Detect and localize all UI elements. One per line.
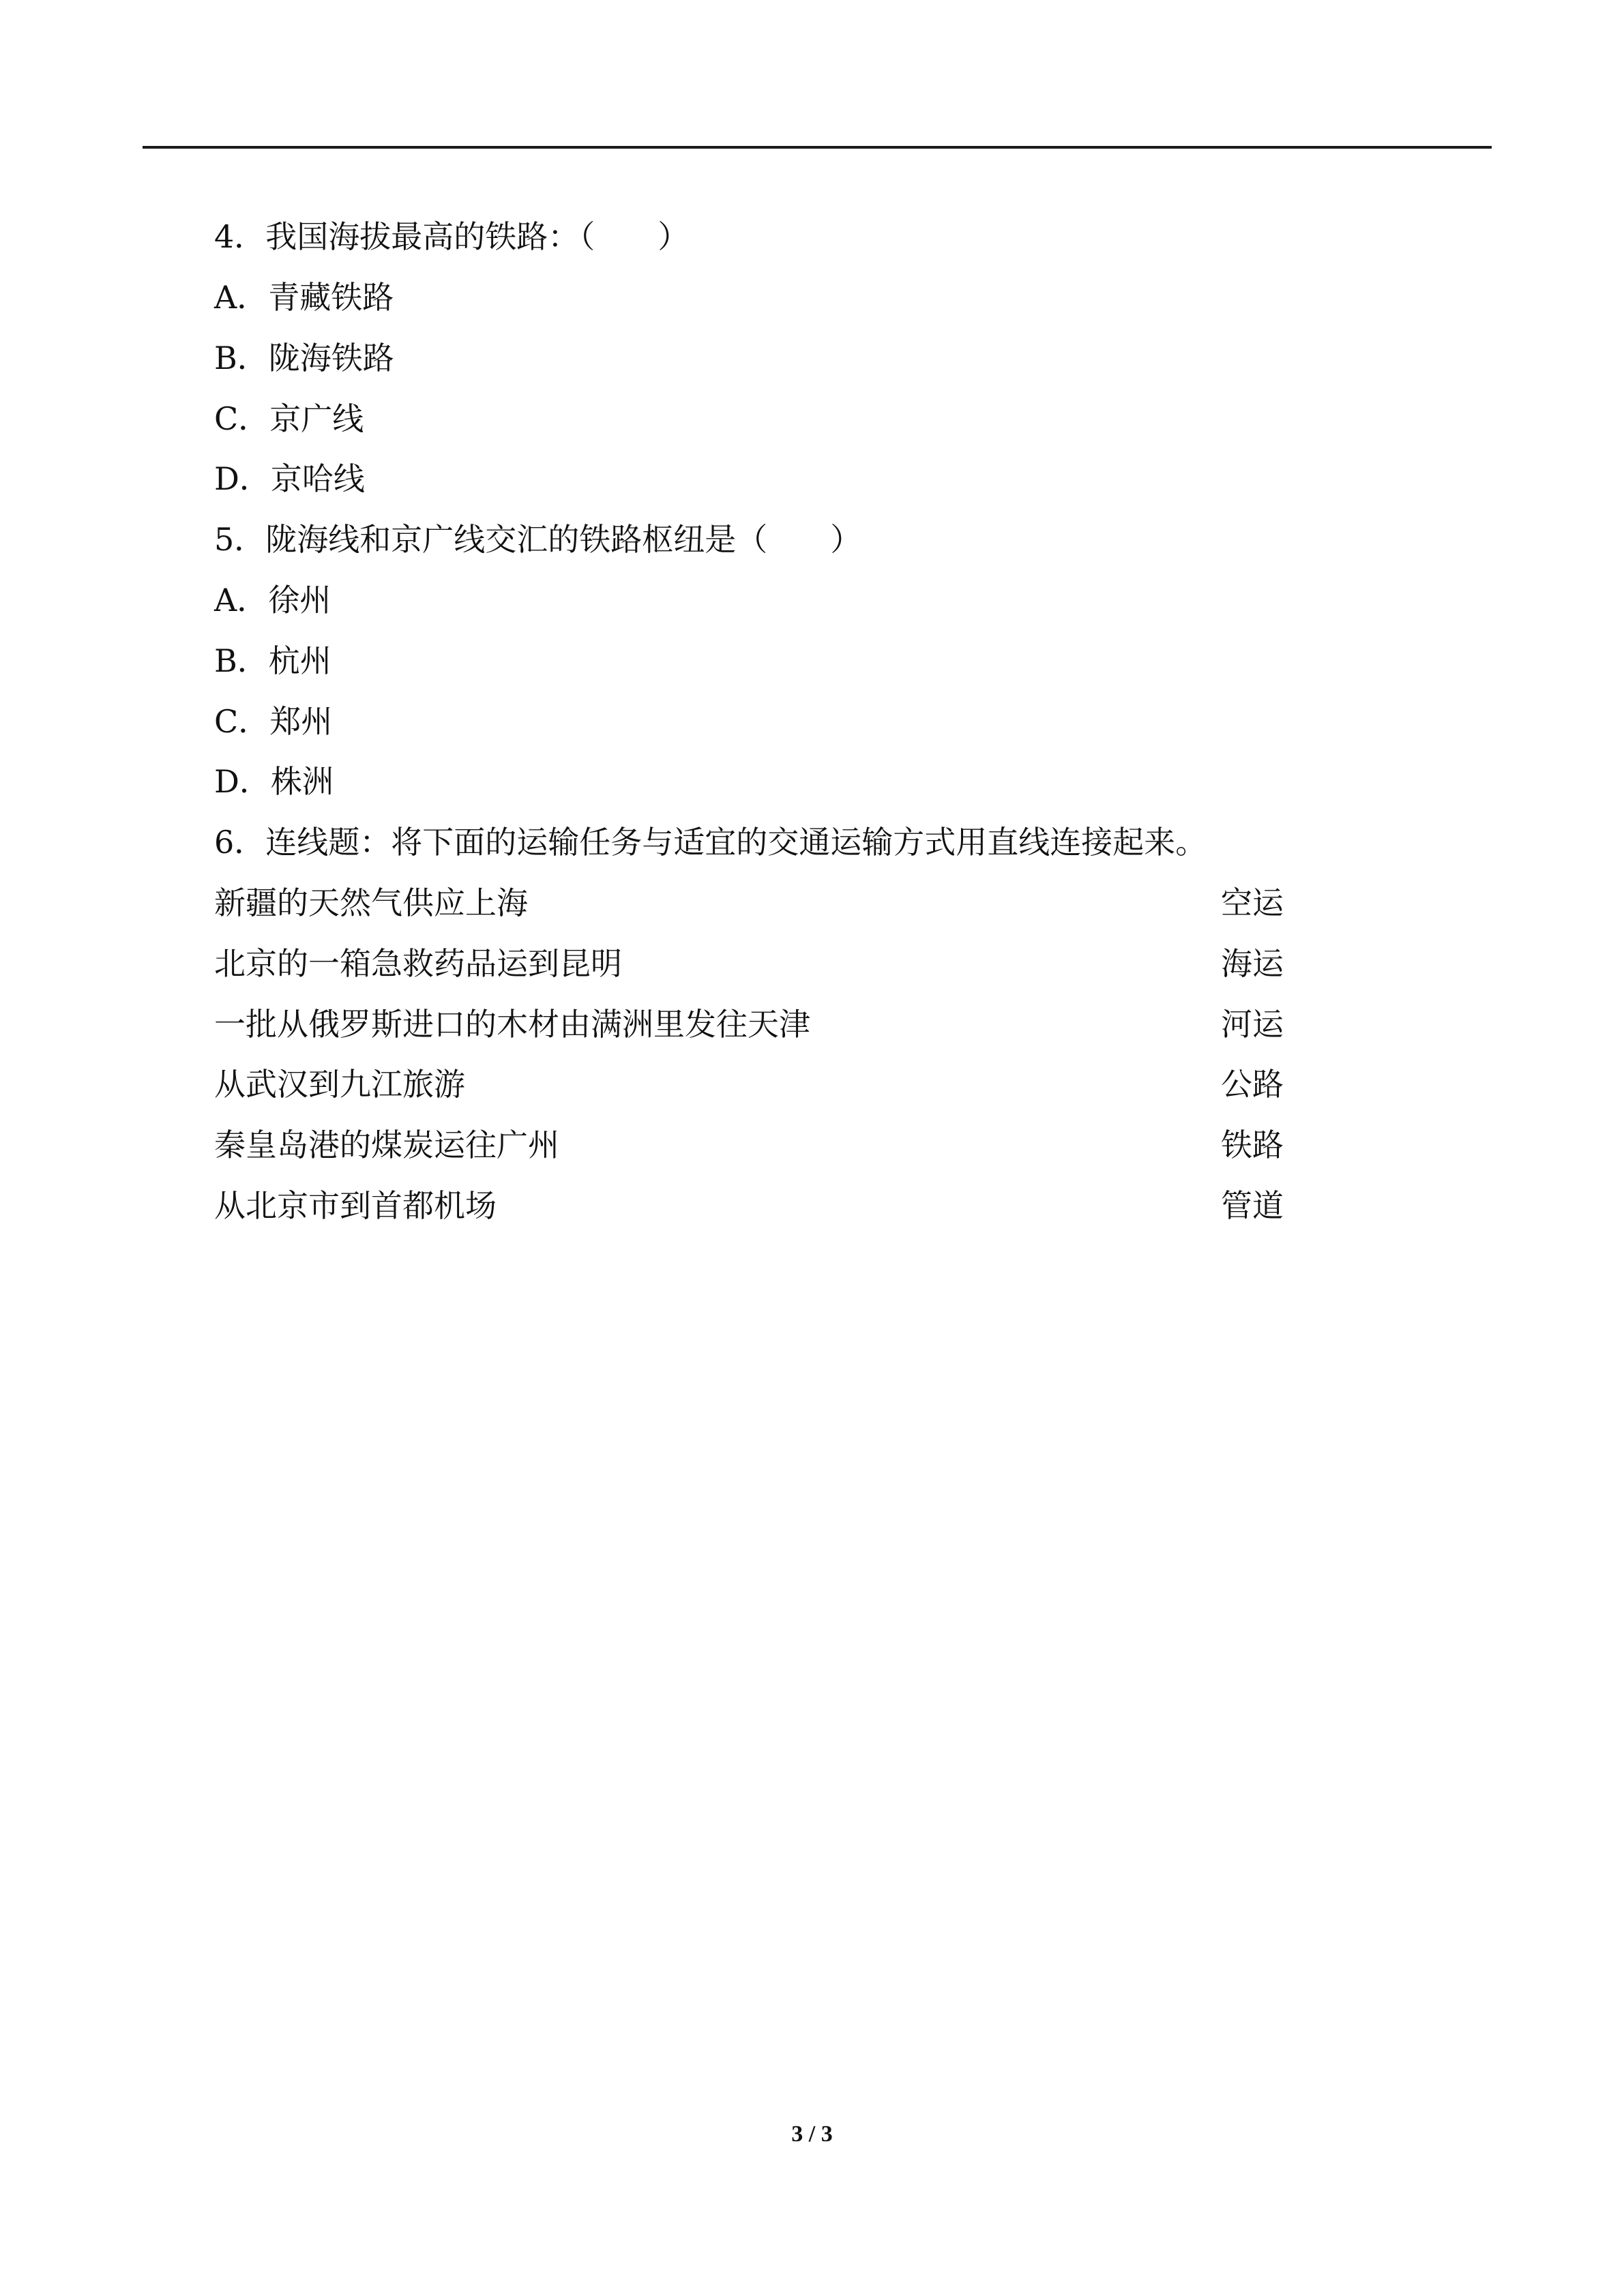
q6-mode-4: 公路 xyxy=(1221,1066,1284,1103)
q6-task-6: 从北京市到首都机场 xyxy=(214,1187,497,1224)
q6-task-4: 从武汉到九江旅游 xyxy=(214,1066,465,1103)
question-4-stem: 4．我国海拔最高的铁路：（ ） xyxy=(214,218,690,255)
q5-option-c: C．郑州 xyxy=(214,703,333,740)
q5-option-b: B．杭州 xyxy=(214,642,331,679)
q6-task-2: 北京的一箱急救药品运到昆明 xyxy=(214,945,622,982)
q4-option-a: A．青藏铁路 xyxy=(214,279,394,316)
q5-option-a: A．徐州 xyxy=(214,582,331,618)
q4-option-b: B．陇海铁路 xyxy=(214,340,394,376)
header-rule xyxy=(143,146,1492,149)
page-number: 3 / 3 xyxy=(791,2121,833,2147)
question-5-stem: 5．陇海线和京广线交汇的铁路枢纽是（ ） xyxy=(214,521,862,558)
q6-task-1: 新疆的天然气供应上海 xyxy=(214,884,528,921)
q6-mode-5: 铁路 xyxy=(1221,1127,1284,1163)
q4-option-c: C．京广线 xyxy=(214,400,364,437)
q4-option-d: D．京哈线 xyxy=(214,460,365,497)
q6-mode-3: 河运 xyxy=(1221,1006,1284,1043)
q6-mode-2: 海运 xyxy=(1221,945,1284,982)
q6-mode-6: 管道 xyxy=(1221,1187,1284,1224)
q6-task-5: 秦皇岛港的煤炭运往广州 xyxy=(214,1127,559,1163)
q6-task-3: 一批从俄罗斯进口的木材由满洲里发往天津 xyxy=(214,1006,810,1043)
q6-mode-1: 空运 xyxy=(1221,884,1284,921)
question-6-stem: 6．连线题：将下面的运输任务与适宜的交通运输方式用直线连接起来。 xyxy=(214,824,1207,861)
q5-option-d: D．株洲 xyxy=(214,763,334,800)
